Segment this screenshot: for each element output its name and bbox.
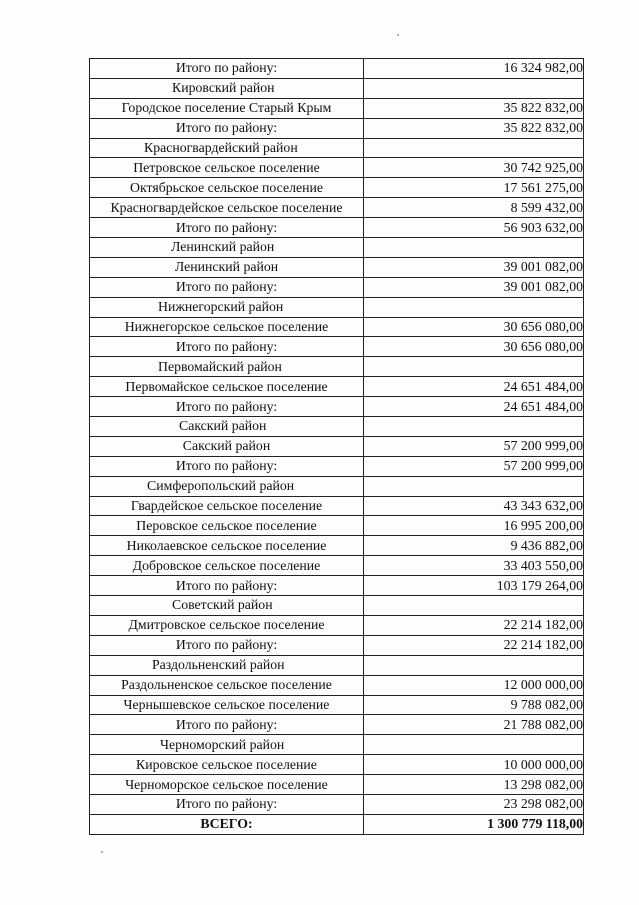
amount-cell: 17 561 275,00 bbox=[364, 178, 584, 198]
district-name: Кировский район bbox=[172, 80, 275, 96]
amount-cell: 12 000 000,00 bbox=[364, 675, 584, 695]
amount-cell: 39 001 082,00 bbox=[364, 257, 584, 277]
district-header-row bbox=[90, 238, 584, 258]
name-cell: Чернышевское сельское поселение bbox=[90, 695, 364, 715]
amount-cell: 56 903 632,00 bbox=[364, 218, 584, 238]
settlement-row bbox=[90, 556, 584, 576]
amount-cell: 16 324 982,00 bbox=[364, 59, 584, 79]
scan-speck bbox=[101, 851, 103, 853]
amount-cell: 9 436 882,00 bbox=[364, 536, 584, 556]
amount-cell: 8 599 432,00 bbox=[364, 198, 584, 218]
district-name-cell bbox=[90, 655, 364, 675]
settlement-row bbox=[90, 257, 584, 277]
name-cell: Итого по району: bbox=[90, 397, 364, 417]
settlement-row bbox=[90, 775, 584, 795]
name-cell: Итого по району: bbox=[90, 576, 364, 596]
name-cell: Добровское сельское поселение bbox=[90, 556, 364, 576]
amount-cell: 103 179 264,00 bbox=[364, 576, 584, 596]
subtotal-row bbox=[90, 218, 584, 238]
amount-cell: 24 651 484,00 bbox=[364, 397, 584, 417]
district-name-cell bbox=[90, 138, 364, 158]
name-cell: Итого по району: bbox=[90, 337, 364, 357]
district-name-cell bbox=[90, 417, 364, 437]
name-cell: Ленинский район bbox=[90, 257, 364, 277]
name-cell: Первомайское сельское поселение bbox=[90, 377, 364, 397]
settlement-row bbox=[90, 536, 584, 556]
district-header-row bbox=[90, 357, 584, 377]
name-cell: Итого по району: bbox=[90, 277, 364, 297]
amount-cell bbox=[364, 78, 584, 98]
settlement-row bbox=[90, 158, 584, 178]
subtotal-row bbox=[90, 456, 584, 476]
name-cell: Гвардейское сельское поселение bbox=[90, 496, 364, 516]
amount-cell: 13 298 082,00 bbox=[364, 775, 584, 795]
settlement-row bbox=[90, 436, 584, 456]
settlement-row bbox=[90, 615, 584, 635]
amount-cell: 33 403 550,00 bbox=[364, 556, 584, 576]
name-cell: Перовское сельское поселение bbox=[90, 516, 364, 536]
scan-speck bbox=[397, 34, 399, 36]
subtotal-row bbox=[90, 337, 584, 357]
settlement-row bbox=[90, 695, 584, 715]
name-cell: Итого по району: bbox=[90, 118, 364, 138]
name-cell: Октябрьское сельское поселение bbox=[90, 178, 364, 198]
district-name: Ленинский район bbox=[171, 239, 275, 255]
subtotal-row bbox=[90, 397, 584, 417]
district-name-cell bbox=[90, 297, 364, 317]
amount-cell bbox=[364, 596, 584, 616]
district-name: Симферопольский район bbox=[147, 478, 295, 494]
settlement-row bbox=[90, 377, 584, 397]
amount-cell: 57 200 999,00 bbox=[364, 436, 584, 456]
subtotal-row bbox=[90, 715, 584, 735]
amount-cell: 16 995 200,00 bbox=[364, 516, 584, 536]
name-cell: Итого по району: bbox=[90, 456, 364, 476]
district-name: Черноморский район bbox=[160, 736, 285, 752]
district-header-row bbox=[90, 735, 584, 755]
amount-cell bbox=[364, 138, 584, 158]
name-cell: Итого по району: bbox=[90, 59, 364, 79]
amount-cell bbox=[364, 655, 584, 675]
district-name-cell bbox=[90, 238, 364, 258]
district-name: Советский район bbox=[172, 597, 273, 613]
district-name-cell bbox=[90, 735, 364, 755]
district-header-row bbox=[90, 78, 584, 98]
subtotal-row bbox=[90, 59, 584, 79]
settlement-row bbox=[90, 178, 584, 198]
district-header-row bbox=[90, 297, 584, 317]
name-cell: Дмитровское сельское поселение bbox=[90, 615, 364, 635]
settlement-row bbox=[90, 317, 584, 337]
amount-cell: 23 298 082,00 bbox=[364, 794, 584, 814]
name-cell: Черноморское сельское поселение bbox=[90, 775, 364, 795]
district-name-cell bbox=[90, 78, 364, 98]
amount-cell: 35 822 832,00 bbox=[364, 118, 584, 138]
amount-cell: 24 651 484,00 bbox=[364, 377, 584, 397]
subtotal-row bbox=[90, 794, 584, 814]
budget-table-body bbox=[90, 59, 584, 835]
amount-cell bbox=[364, 357, 584, 377]
settlement-row bbox=[90, 98, 584, 118]
district-name-cell bbox=[90, 596, 364, 616]
district-header-row bbox=[90, 138, 584, 158]
settlement-row bbox=[90, 496, 584, 516]
district-name: Раздольненский район bbox=[152, 657, 285, 673]
budget-table bbox=[89, 58, 584, 835]
amount-cell: 9 788 082,00 bbox=[364, 695, 584, 715]
subtotal-row bbox=[90, 576, 584, 596]
name-cell: Итого по району: bbox=[90, 715, 364, 735]
amount-cell bbox=[364, 476, 584, 496]
amount-cell: 22 214 182,00 bbox=[364, 635, 584, 655]
settlement-row bbox=[90, 675, 584, 695]
district-header-row bbox=[90, 417, 584, 437]
subtotal-row bbox=[90, 277, 584, 297]
district-name-cell bbox=[90, 357, 364, 377]
amount-cell: 30 742 925,00 bbox=[364, 158, 584, 178]
amount-cell: 22 214 182,00 bbox=[364, 615, 584, 635]
amount-cell: 39 001 082,00 bbox=[364, 277, 584, 297]
district-header-row bbox=[90, 655, 584, 675]
amount-cell bbox=[364, 238, 584, 258]
amount-cell bbox=[364, 735, 584, 755]
amount-cell: 30 656 080,00 bbox=[364, 337, 584, 357]
settlement-row bbox=[90, 755, 584, 775]
amount-cell: 35 822 832,00 bbox=[364, 98, 584, 118]
name-cell: Петровское сельское поселение bbox=[90, 158, 364, 178]
district-name: Красногвардейский район bbox=[144, 140, 298, 155]
amount-cell: 21 788 082,00 bbox=[364, 715, 584, 735]
name-cell: Итого по району: bbox=[90, 218, 364, 238]
district-header-row bbox=[90, 596, 584, 616]
amount-cell: 43 343 632,00 bbox=[364, 496, 584, 516]
district-name: Сакский район bbox=[179, 418, 267, 434]
name-cell: Итого по району: bbox=[90, 635, 364, 655]
subtotal-row bbox=[90, 118, 584, 138]
name-cell: Городское поселение Старый Крым bbox=[90, 98, 364, 118]
district-name: Первомайский район bbox=[158, 358, 282, 374]
grand-total-row bbox=[90, 814, 584, 834]
amount-cell: 57 200 999,00 bbox=[364, 456, 584, 476]
name-cell: Кировское сельское поселение bbox=[90, 755, 364, 775]
amount-cell bbox=[364, 297, 584, 317]
name-cell: Красногвардейское сельское поселение bbox=[90, 198, 364, 218]
name-cell: ВСЕГО: bbox=[90, 814, 364, 834]
settlement-row bbox=[90, 516, 584, 536]
name-cell: Николаевское сельское поселение bbox=[90, 536, 364, 556]
amount-cell bbox=[364, 417, 584, 437]
name-cell: Сакский район bbox=[90, 436, 364, 456]
subtotal-row bbox=[90, 635, 584, 655]
name-cell: Итого по району: bbox=[90, 794, 364, 814]
district-header-row bbox=[90, 476, 584, 496]
settlement-row bbox=[90, 198, 584, 218]
district-name: Нижнегорский район bbox=[158, 299, 284, 315]
name-cell: Нижнегорское сельское поселение bbox=[90, 317, 364, 337]
amount-cell: 1 300 779 118,00 bbox=[364, 814, 584, 834]
amount-cell: 30 656 080,00 bbox=[364, 317, 584, 337]
district-name-cell bbox=[90, 476, 364, 496]
amount-cell: 10 000 000,00 bbox=[364, 755, 584, 775]
name-cell: Раздольненское сельское поселение bbox=[90, 675, 364, 695]
